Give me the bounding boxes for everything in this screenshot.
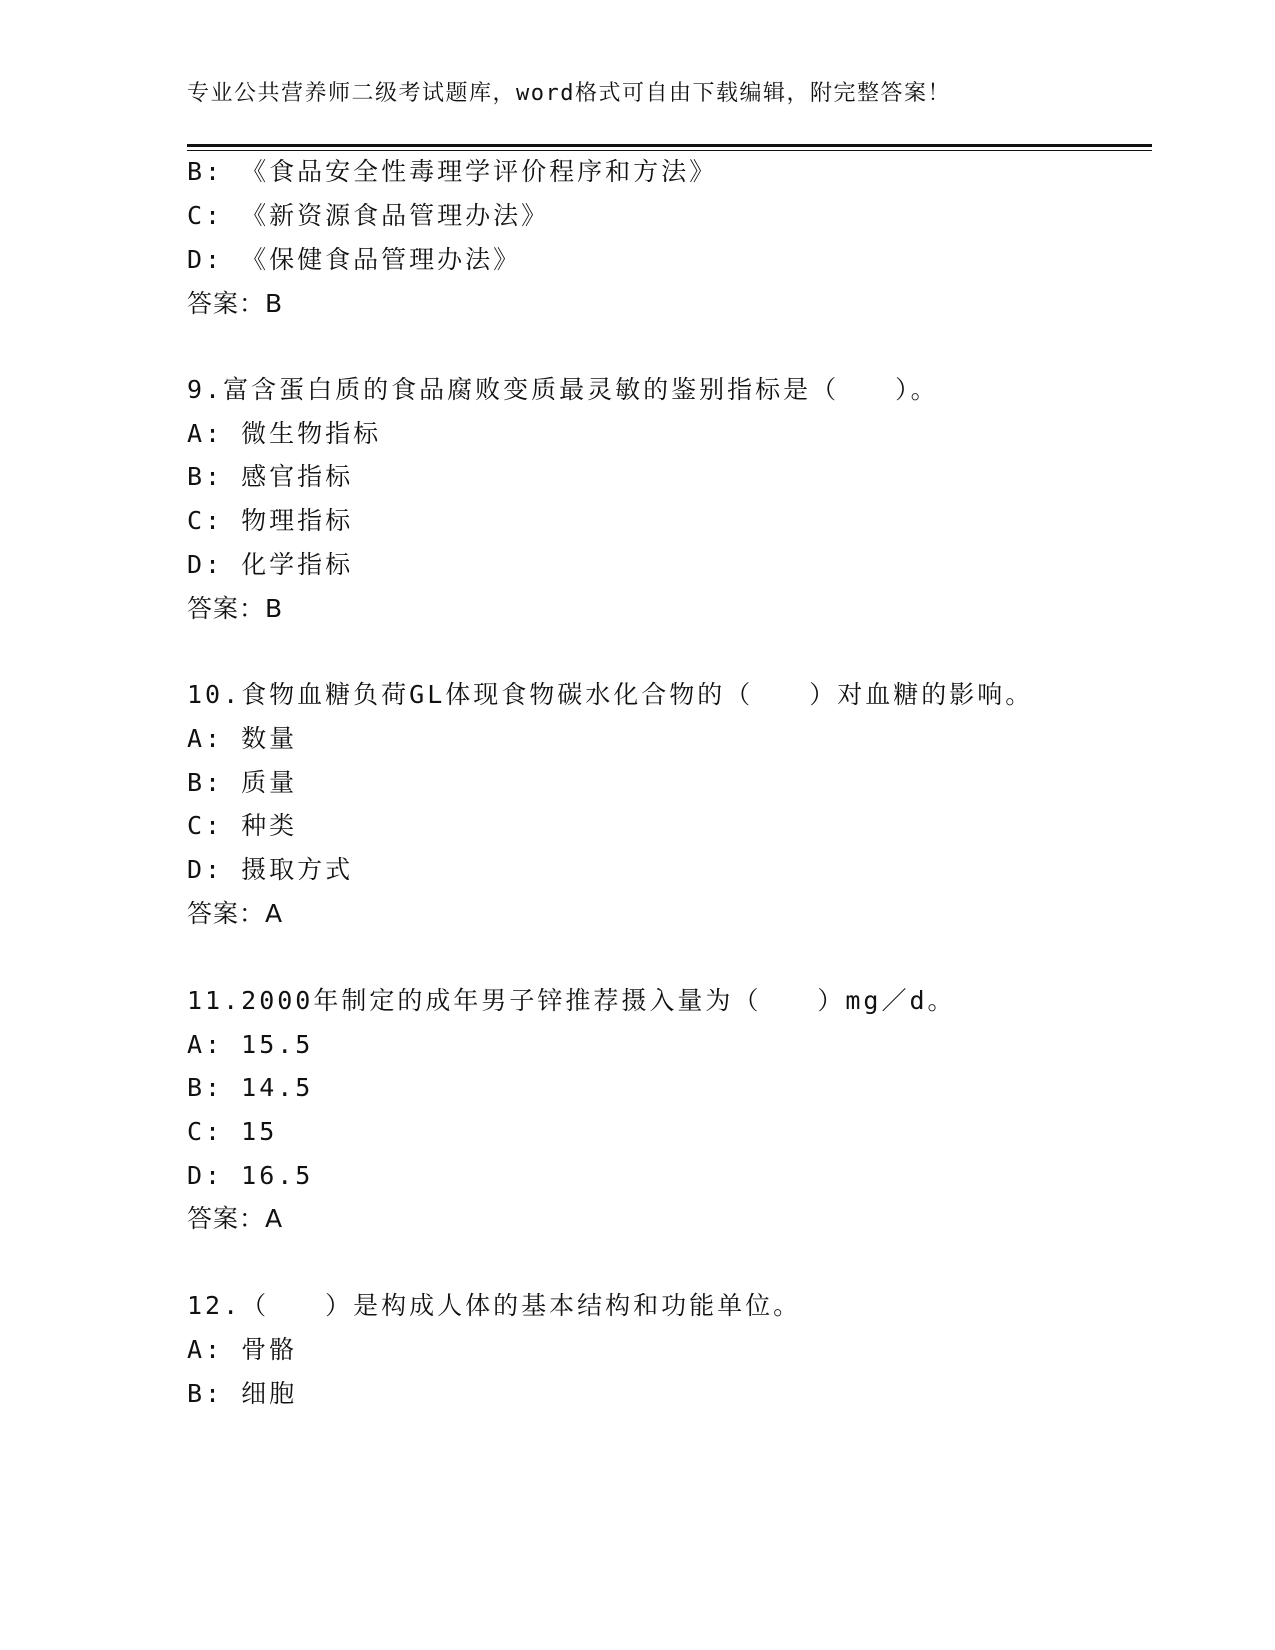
header-rule-thin xyxy=(187,150,1152,151)
header-rule-thick xyxy=(187,144,1152,147)
option-line: C: 15 xyxy=(187,1117,278,1146)
answer-line: 答案：B xyxy=(187,594,284,623)
question-line: 10.食物血糖负荷GL体现食物碳水化合物的（ ）对血糖的影响。 xyxy=(187,680,1034,709)
answer-line: 答案：B xyxy=(187,289,284,318)
answer-line: 答案：A xyxy=(187,899,284,928)
option-line: B: 质量 xyxy=(187,768,298,797)
option-line: C: 物理指标 xyxy=(187,506,354,535)
option-line: A: 15.5 xyxy=(187,1030,314,1059)
option-line: D: 摄取方式 xyxy=(187,855,354,884)
option-line: D: 《保健食品管理办法》 xyxy=(187,245,522,274)
question-line: 11.2000年制定的成年男子锌推荐摄入量为（ ）mg／d。 xyxy=(187,986,956,1015)
option-line: D: 化学指标 xyxy=(187,550,354,579)
option-line: B: 感官指标 xyxy=(187,462,354,491)
option-line: A: 骨骼 xyxy=(187,1335,298,1364)
option-line: C: 种类 xyxy=(187,811,298,840)
option-line: A: 数量 xyxy=(187,724,298,753)
answer-line: 答案：A xyxy=(187,1204,284,1233)
question-line: 12.（ ）是构成人体的基本结构和功能单位。 xyxy=(187,1291,802,1320)
question-line: 9.富含蛋白质的食品腐败变质最灵敏的鉴别指标是（ ）。 xyxy=(187,375,939,404)
option-line: A: 微生物指标 xyxy=(187,419,382,448)
option-line: C: 《新资源食品管理办法》 xyxy=(187,201,550,230)
page-header: 专业公共营养师二级考试题库，word格式可自由下载编辑，附完整答案！ xyxy=(187,81,951,106)
option-line: B: 《食品安全性毒理学评价程序和方法》 xyxy=(187,157,718,186)
option-line: D: 16.5 xyxy=(187,1161,314,1190)
option-line: B: 14.5 xyxy=(187,1073,314,1102)
option-line: B: 细胞 xyxy=(187,1379,298,1408)
